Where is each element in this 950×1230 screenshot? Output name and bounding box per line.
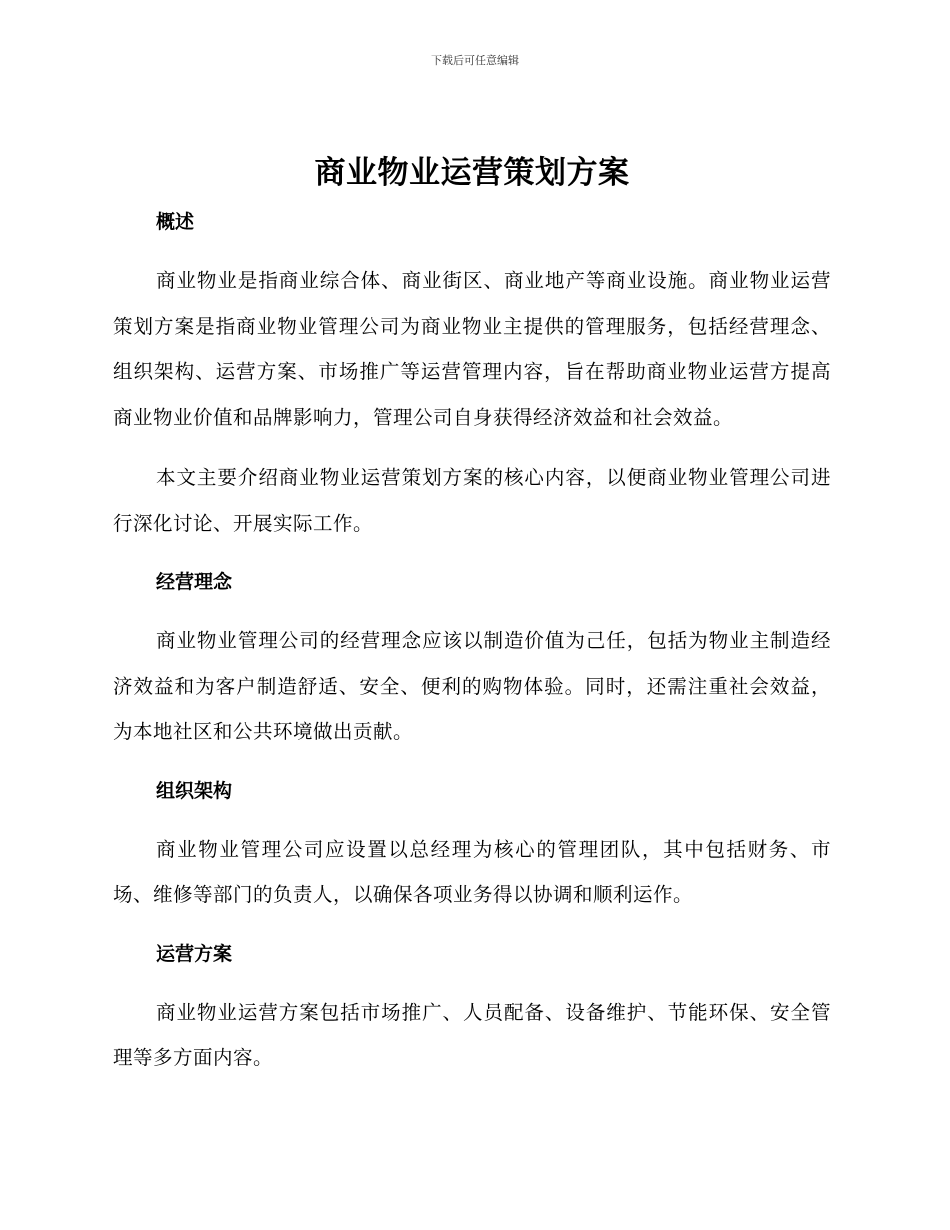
section-heading-operations: 运营方案 — [156, 942, 233, 965]
section-heading-philosophy: 经营理念 — [156, 571, 233, 593]
section-overview — [113, 206, 831, 546]
section-organization — [113, 775, 831, 918]
section-philosophy — [113, 566, 831, 755]
document-body — [113, 150, 831, 1081]
paragraph-organization-1: 商业物业管理公司应设置以总经理为核心的管理团队，其中包括财务、市场、维修等部门的负责人，以确保各项业务得以协调和顺利运作。 — [113, 837, 831, 906]
paragraph-overview-2: 本文主要介绍商业物业运营策划方案的核心内容，以便商业物业管理公司进行深化讨论、开展实际工作。 — [113, 466, 831, 535]
paragraph-philosophy-1: 商业物业管理公司的经营理念应该以制造价值为己任，包括为物业主制造经济效益和为客户制造舒适、安全、便利的购物体验。同时，还需注重社会效益，为本地社区和公共环境做出贡献。 — [113, 629, 831, 743]
section-heading-organization: 组织架构 — [156, 779, 233, 802]
header-note: 下载后可任意编辑 — [431, 54, 519, 67]
section-operations — [113, 938, 831, 1081]
document-title: 商业物业运营策划方案 — [314, 155, 630, 191]
paragraph-overview-1: 商业物业是指商业综合体、商业街区、商业地产等商业设施。商业物业运营策划方案是指商业物业管理公司为商业物业主提供的管理服务，包括经营理念、组织架构、运营方案、市场推广等运营管理内容，旨在帮助商业物业运营方提高商业物业价值和品牌影响力，管理公司自身获得经济效益和社会效益。 — [113, 269, 831, 429]
paragraph-operations-1: 商业物业运营方案包括市场推广、人员配备、设备维护、节能环保、安全管理等多方面内容。 — [113, 1000, 831, 1069]
section-heading-overview: 概述 — [156, 211, 195, 233]
